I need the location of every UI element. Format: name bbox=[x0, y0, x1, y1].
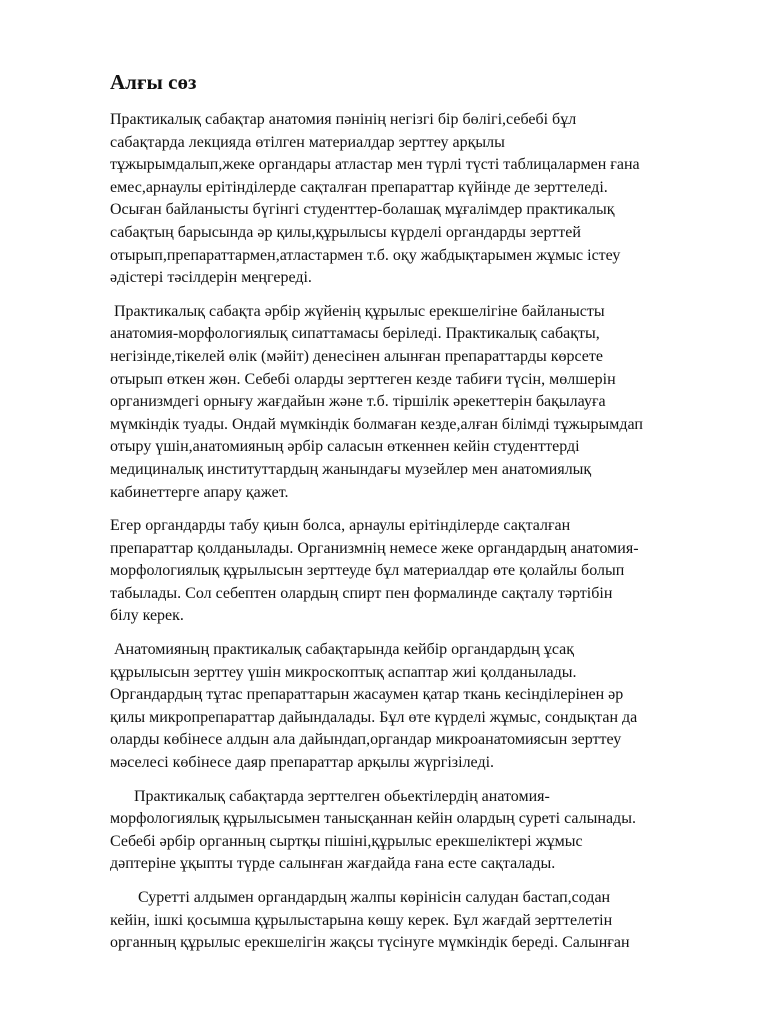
paragraph-5: Практикалық сабақтарда зерттелген обьектілердің анатомия- морфологиялық құрылысымен танысқаннан кейін олардың суреті салынады. Себебі әрбір органның сыртқы пішіні,құрылыс ерекшеліктері жұмыс дәптеріне ұқыпты түрде салынған жағдайда ғана есте сақталады. bbox=[110, 787, 636, 873]
document-heading: Алғы сөз bbox=[110, 70, 197, 94]
paragraph-2: Практикалық сабақта әрбір жүйенің құрылыс ерекшелігіне байланысты анатомия-морфологиялық сипаттамасы беріледі. Практикалық сабақты, негізінде,тікелей өлік (мәйіт) денесінен алынған препараттарды көрсете отырып өткен жөн. Себебі оларды зерттеген кезде табиғи түсін, мөлшерін организмдегі орнығу жағдайын және т.б. тіршілік әрекеттерін бақылауға мүмкіндік туады. Ондай мүмкіндік болмаған кезде,алған білімді тұжырымдап отыру үшін,анатомияның әрбір саласын өткеннен кейін студенттерді медициналық институттардың жанындағы музейлер мен анатомиялық кабинеттерге апару қажет. bbox=[110, 302, 643, 501]
paragraph-4: Анатомияның практикалық сабақтарында кейбір органдардың ұсақ құрылысын зерттеу үшін микроскоптық аспаптар жиі қолданылады. Органдардың тұтас препараттарын жасаумен қатар ткань кесінділерінен әр қилы микропрепараттар дайындалады. Бұл өте күрделі жұмыс, сондықтан да оларды көбінесе алдын ала дайындап,органдар микроанатомиясын зерттеу мәселесі көбінесе даяр препараттар арқылы жүргізіледі. bbox=[110, 641, 638, 772]
document-page bbox=[110, 68, 714, 966]
paragraph-3: Егер органдарды табу қиын болса, арнаулы ерітінділерде сақталған препараттар қолданылады. Организмнің немесе жеке органдардың анатомия- морфологиялық құрылысын зерттеуде бұл материалдар өте қолайлы болып табылады. Сол себептен олардың спирт пен формалинде сақталу тәртібін білу керек. bbox=[110, 517, 639, 625]
paragraph-1: Практикалық сабақтар анатомия пәнінің негізгі бір бөлігі,себебі бұл сабақтарда лекцияда өтілген материалдар зерттеу арқылы тұжырымдалып,жеке органдары атластар мен түрлі түсті таблицалармен ғана емес,арнаулы ерітінділерде сақталған препараттар күйінде де зерттеледі. Осыған байланысты бүгінгі студенттер-болашақ мұғалімдер практикалық сабақтың барысында әр қилы,құрылысы күрделі органдарды зерттей отырып,препараттармен,атластармен т.б. оқу жабдықтарымен жұмыс істеу әдістері тәсілдерін меңгереді. bbox=[110, 111, 640, 287]
paragraph-6: Суретті алдымен органдардың жалпы көрінісін салудан бастап,содан кейін, ішкі қосымша құрылыстарына көшу керек. Бұл жағдай зерттелетін органның құрылыс ерекшелігін жақсы түсінуге мүмкіндік береді. Салынған bbox=[110, 889, 630, 952]
